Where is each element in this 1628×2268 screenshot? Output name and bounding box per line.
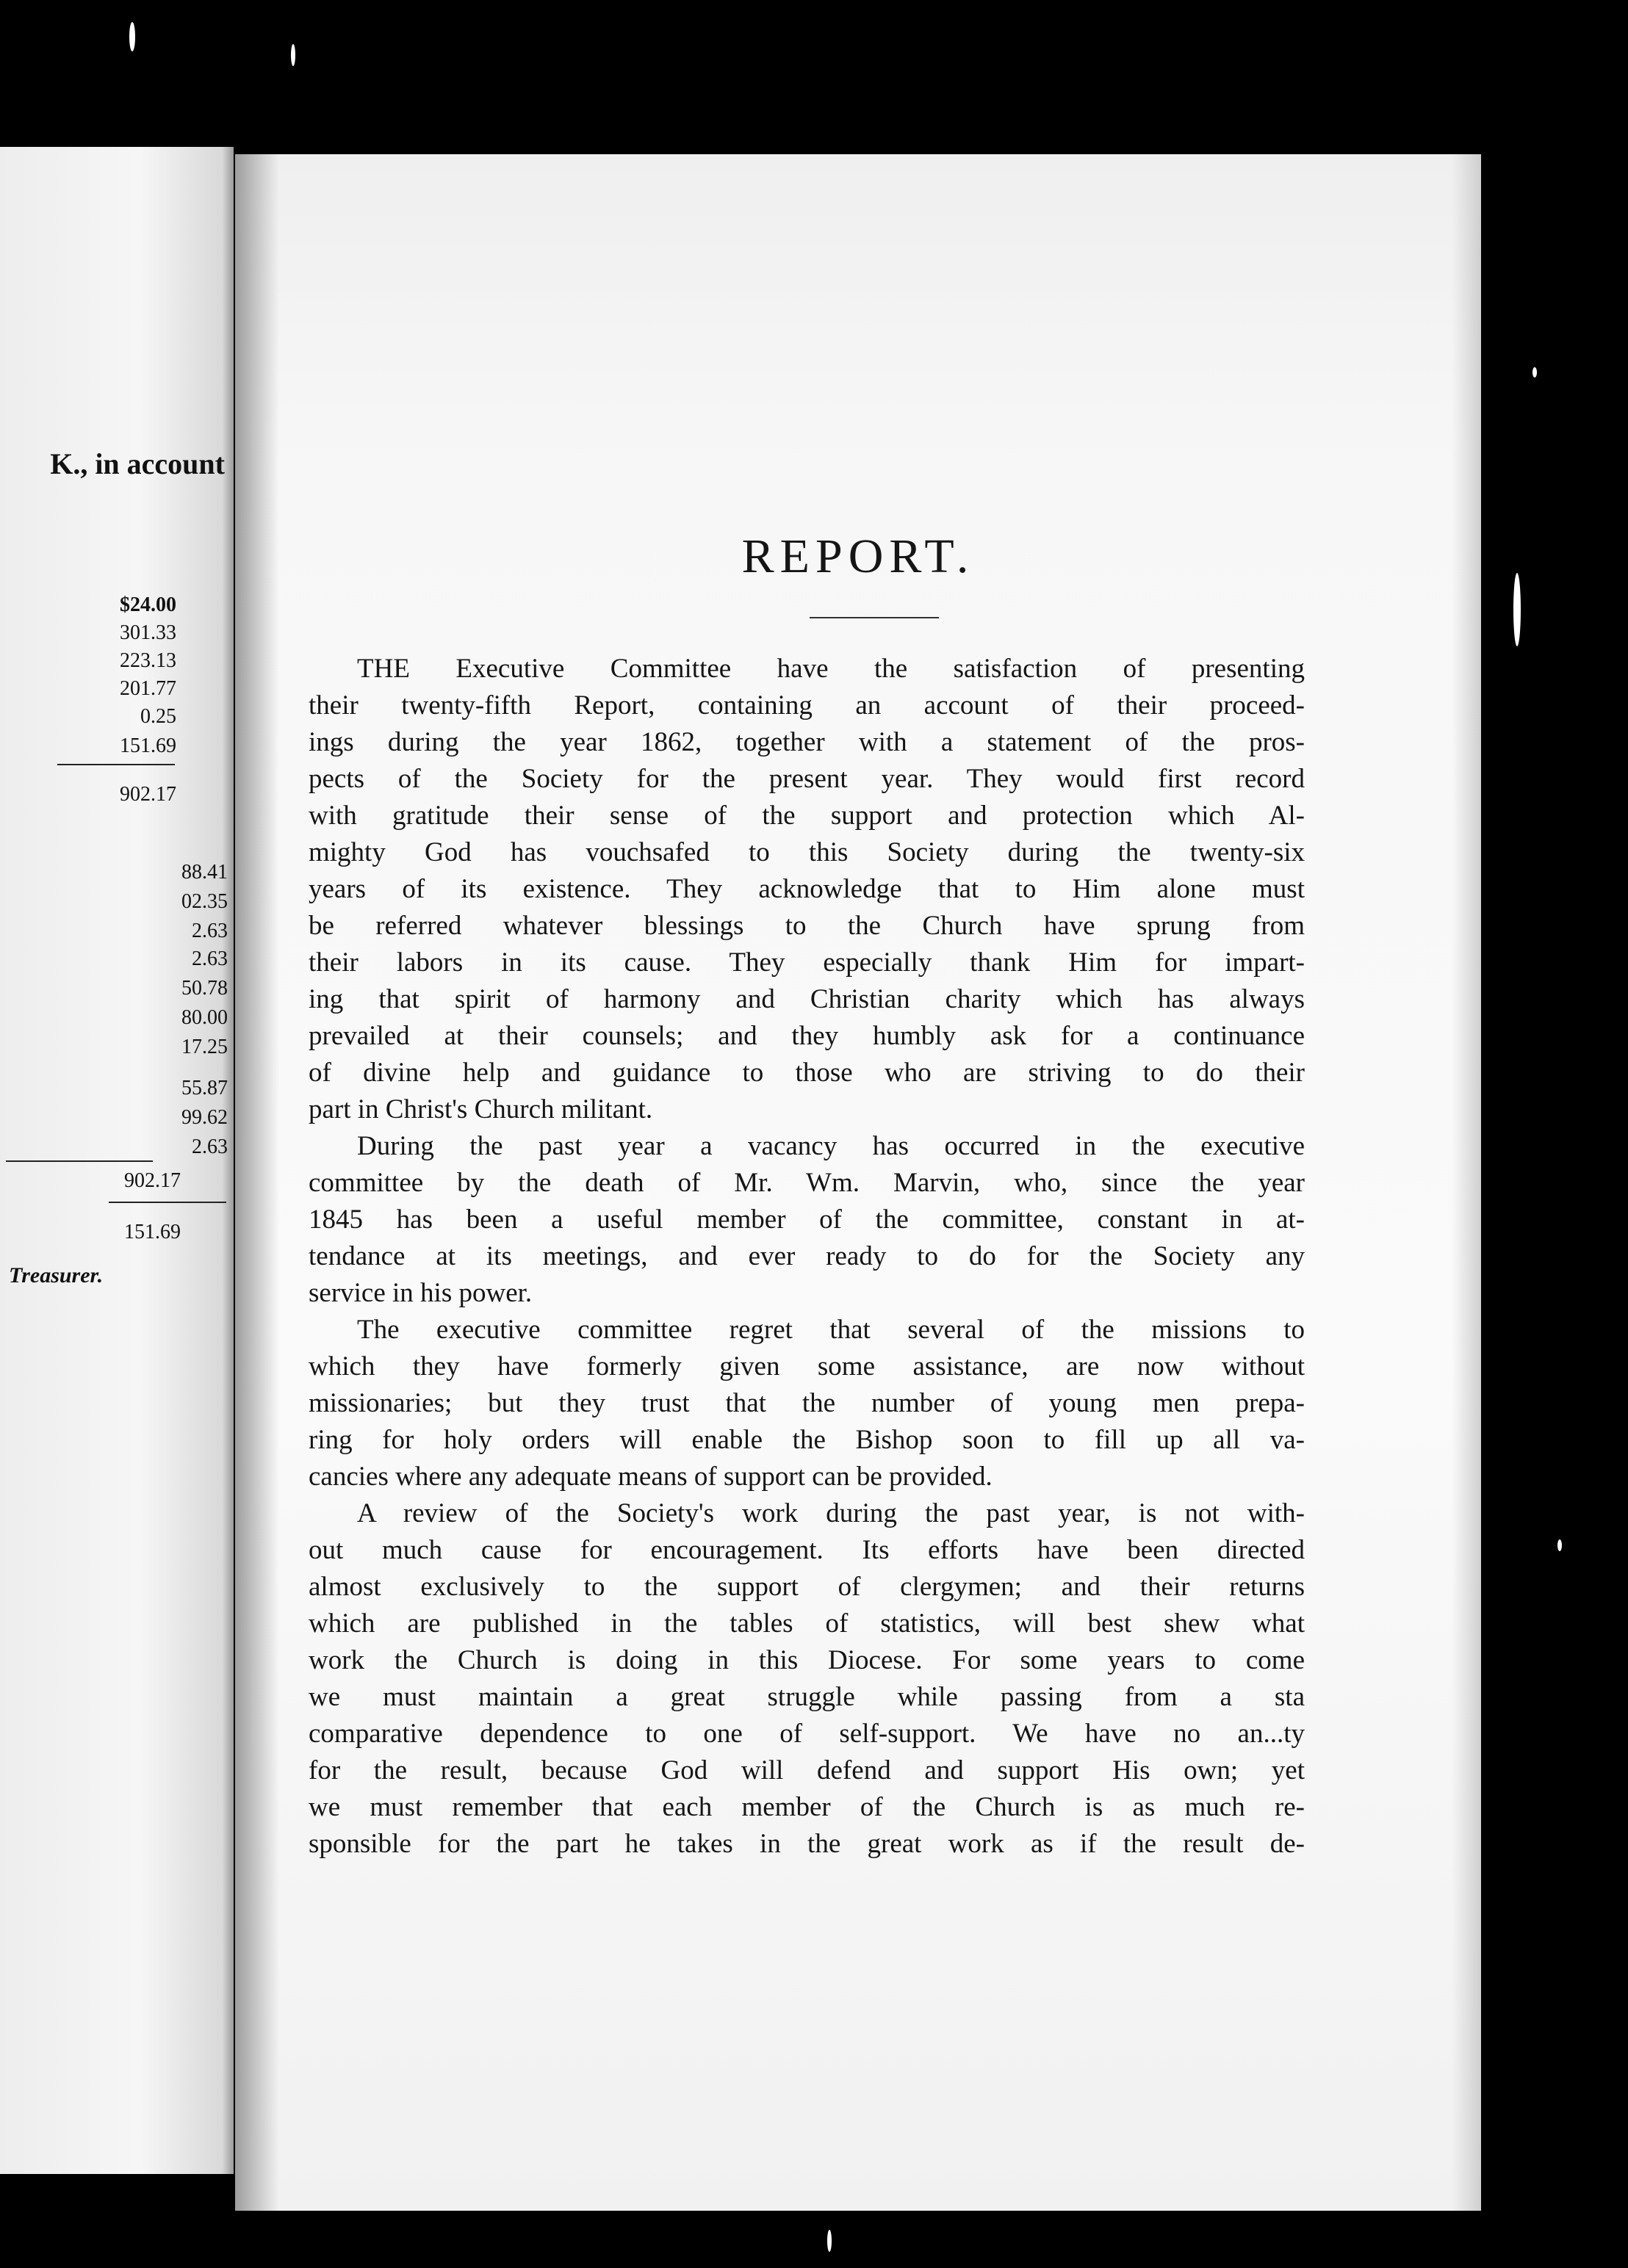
dust-speck: [1532, 367, 1537, 378]
text-line: THE Executive Committee have the satisfaction of presenting: [357, 654, 1305, 684]
text-line: part in Christ's Church militant.: [309, 1094, 653, 1124]
dust-speck: [827, 2230, 832, 2252]
partial-amount: 2.63: [192, 947, 228, 970]
amount-value: 0.25: [140, 705, 176, 728]
treasurer-signature: Treasurer.: [9, 1263, 104, 1288]
text-line: prevailed at their counsels; and they humbly ask for a continuance: [309, 1021, 1305, 1051]
dust-speck: [1557, 1539, 1562, 1551]
text-line: be referred whatever blessings to the Church have sprung from: [309, 911, 1305, 941]
text-line: pects of the Society for the present year. They would first record: [309, 764, 1305, 794]
text-line: years of its existence. They acknowledge that to Him alone must: [309, 874, 1305, 904]
text-line: ings during the year 1862, together with a statement of the pros-: [309, 727, 1305, 757]
dust-speck: [291, 44, 295, 66]
text-line: for the result, because God will defend and support His own; yet: [309, 1755, 1305, 1785]
left-facing-page: [0, 147, 234, 2174]
sum-rule: [57, 764, 175, 765]
amount-value: 151.69: [120, 734, 176, 757]
left-page-heading: K., in account: [50, 447, 225, 480]
paragraph: [309, 651, 1305, 1128]
text-line: During the past year a vacancy has occurred in the executive: [357, 1131, 1305, 1161]
text-line: work the Church is doing in this Diocese. For some years to come: [309, 1645, 1305, 1675]
amount-value: 223.13: [120, 649, 176, 672]
partial-amount: 2.63: [192, 920, 228, 942]
text-line: with gratitude their sense of the support and protection which Al-: [309, 801, 1305, 831]
text-line: cancies where any adequate means of support can be provided.: [309, 1462, 993, 1492]
text-line: ing that spirit of harmony and Christian charity which has always: [309, 984, 1305, 1014]
text-line: we must remember that each member of the Church is as much re-: [309, 1792, 1305, 1822]
text-line: tendance at its meetings, and ever ready to do for the Society any: [309, 1241, 1305, 1271]
amount-value: 301.33: [120, 621, 176, 644]
text-line: sponsible for the part he takes in the great work as if the result de-: [309, 1829, 1305, 1859]
text-line: ring for holy orders will enable the Bishop soon to fill up all va-: [309, 1425, 1305, 1455]
text-line: their twenty-fifth Report, containing an account of their proceed-: [309, 690, 1305, 721]
text-line: committee by the death of Mr. Wm. Marvin, who, since the year: [309, 1168, 1305, 1198]
page-gutter-shadow: [235, 154, 279, 2211]
text-line: we must maintain a great struggle while passing from a sta: [309, 1682, 1305, 1712]
partial-amount: 55.87: [181, 1077, 228, 1099]
text-line: which they have formerly given some assistance, are now without: [309, 1351, 1305, 1382]
text-line: comparative dependence to one of self-support. We have no an...ty: [309, 1719, 1305, 1749]
sum-rule: [109, 1202, 226, 1203]
text-line: A review of the Society's work during the past year, is not with-: [357, 1498, 1305, 1528]
text-line: almost exclusively to the support of clergymen; and their returns: [309, 1572, 1305, 1602]
partial-amount: 50.78: [181, 977, 228, 1000]
partial-amount: 2.63: [192, 1135, 228, 1158]
balance-value: 151.69: [124, 1221, 181, 1243]
text-line: out much cause for encouragement. Its efforts have been directed: [309, 1535, 1305, 1565]
paragraph: [309, 1128, 1305, 1312]
text-line: missionaries; but they trust that the number of young men prepa-: [309, 1388, 1305, 1418]
partial-amount: 02.35: [181, 890, 228, 913]
sum-rule: [6, 1160, 153, 1162]
paragraph: [309, 1312, 1305, 1495]
partial-amount: 88.41: [181, 861, 228, 884]
dust-speck: [1513, 573, 1521, 646]
amount-value: 201.77: [120, 677, 176, 700]
text-line: mighty God has vouchsafed to this Society during the twenty-six: [309, 837, 1305, 867]
amount-value: $24.00: [120, 593, 176, 616]
paragraph: [309, 1495, 1305, 1863]
text-line: service in his power.: [309, 1278, 533, 1308]
total-value: 902.17: [120, 783, 176, 806]
partial-amount: 99.62: [181, 1106, 228, 1129]
text-line: The executive committee regret that several of the missions to: [357, 1315, 1305, 1345]
text-line: their labors in its cause. They especially thank Him for impart-: [309, 947, 1305, 978]
partial-amount: 17.25: [181, 1036, 228, 1058]
text-line: which are published in the tables of statistics, will best shew what: [309, 1608, 1305, 1639]
report-body: [309, 651, 1305, 1863]
title-rule: [810, 617, 939, 618]
dust-speck: [129, 22, 135, 51]
report-page: [235, 154, 1481, 2211]
report-title: REPORT.: [741, 530, 975, 583]
partial-amount: 80.00: [181, 1006, 228, 1029]
text-line: of divine help and guidance to those who are striving to do their: [309, 1058, 1305, 1088]
total-value: 902.17: [124, 1169, 181, 1192]
text-line: 1845 has been a useful member of the committee, constant in at-: [309, 1205, 1305, 1235]
page-edge-shadow: [1452, 154, 1481, 2211]
